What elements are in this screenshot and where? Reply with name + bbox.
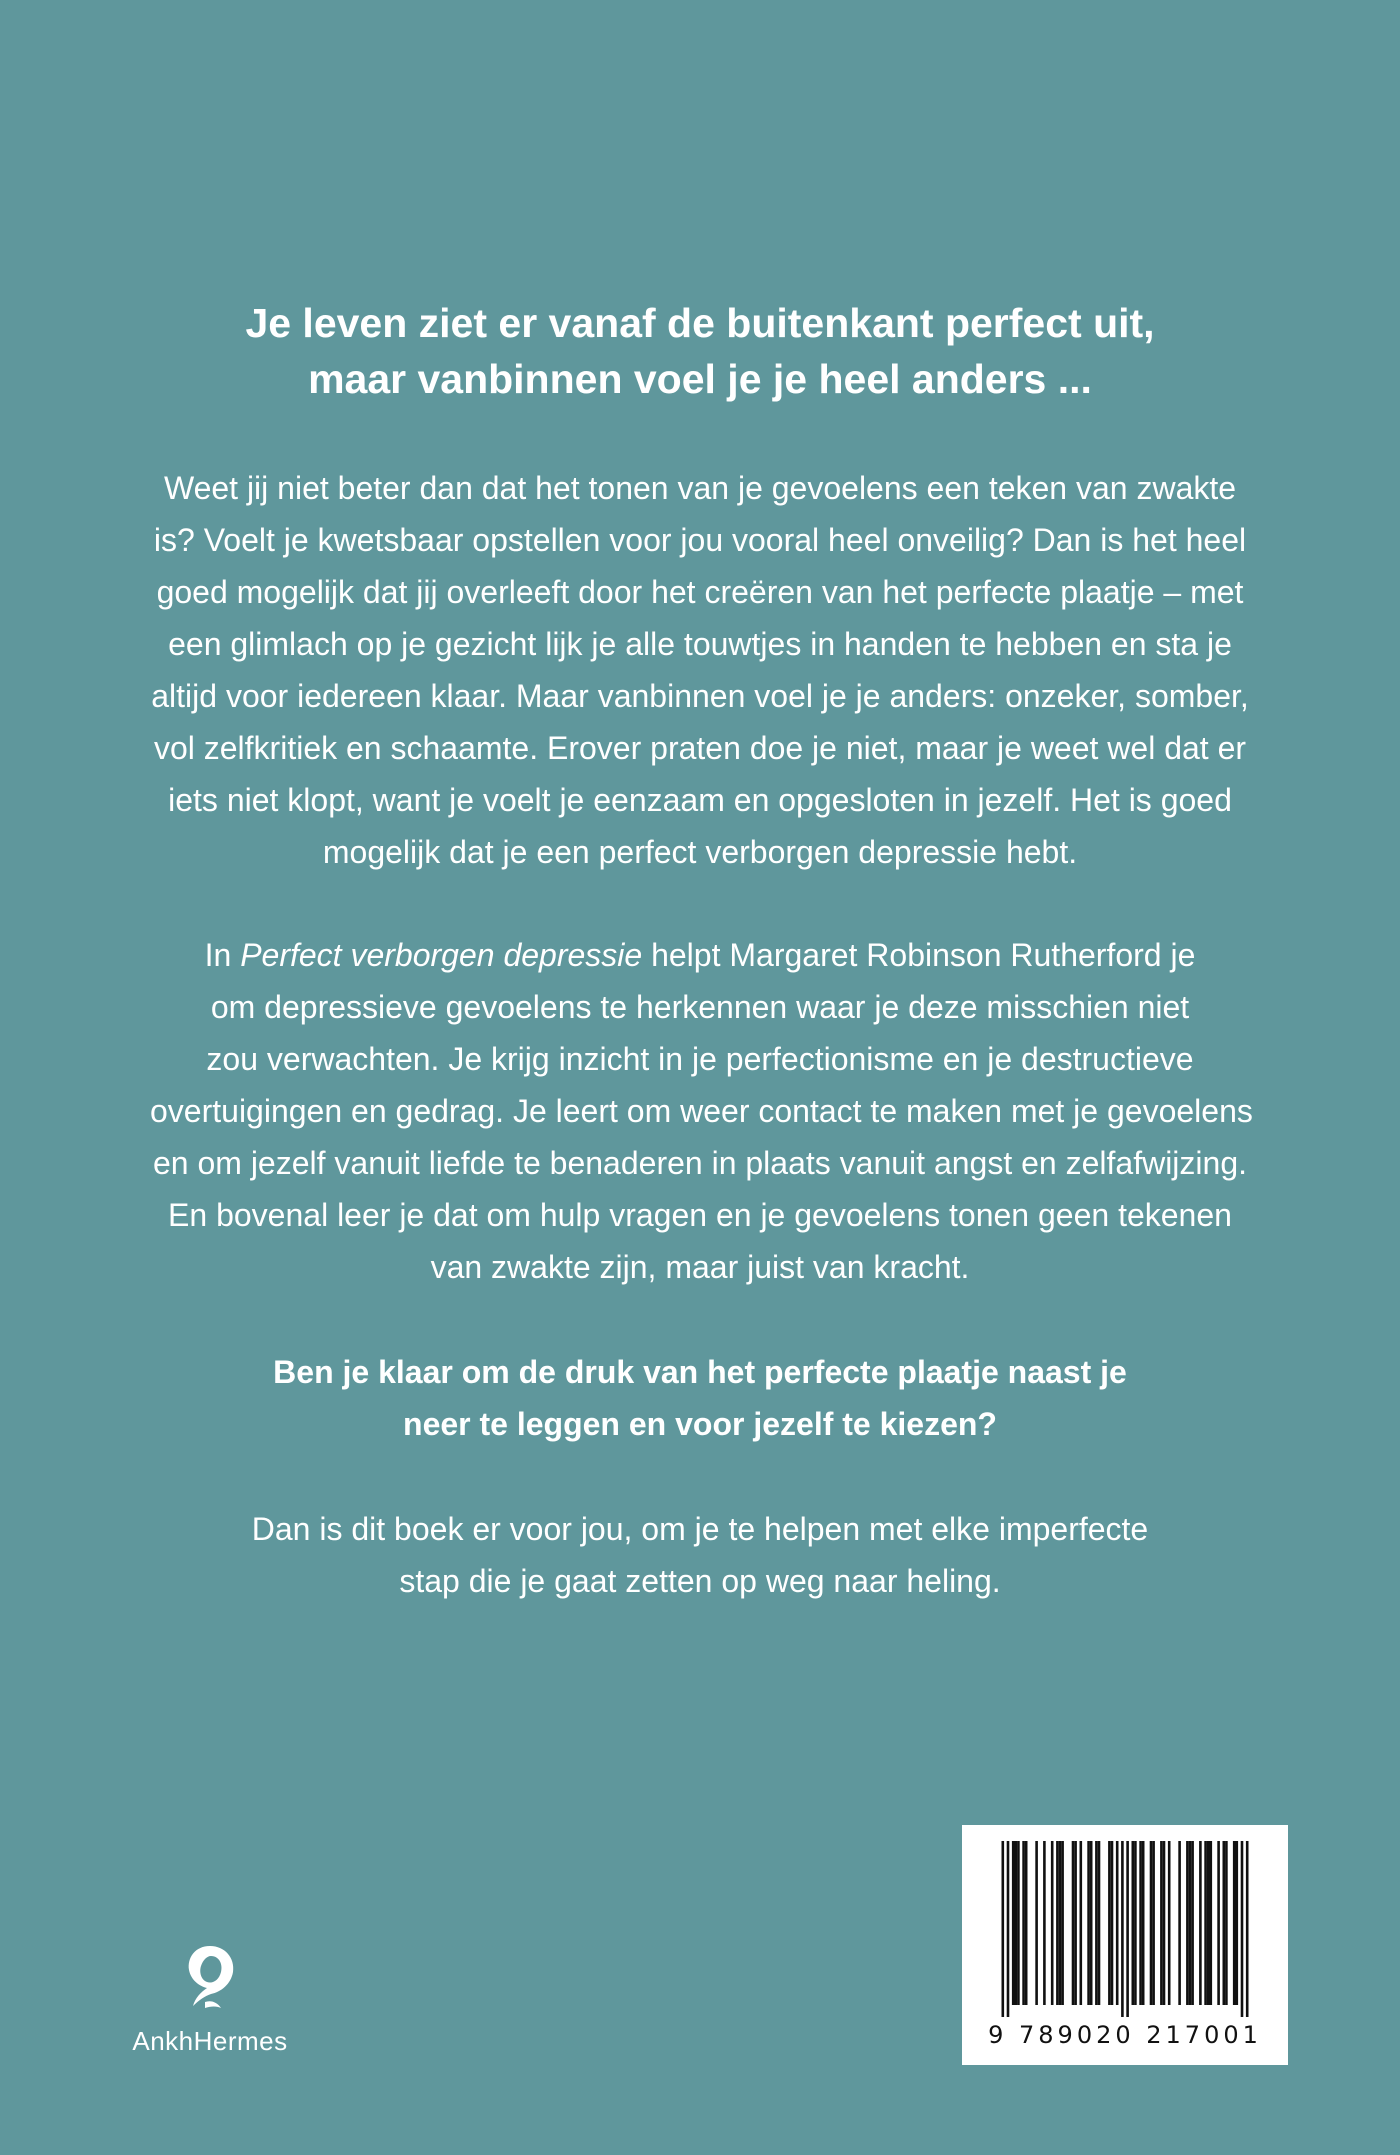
barcode-bar (1134, 1841, 1137, 2005)
question-line-1: Ben je klaar om de druk van het perfecte plaatje naast je (273, 1354, 1127, 1390)
question-callout (150, 1346, 1250, 1450)
book-title: Perfect verborgen depressie (240, 937, 643, 973)
closing-line-2: stap die je gaat zetten op weg naar heling. (399, 1563, 1001, 1599)
barcode-bar (1204, 1841, 1207, 2005)
barcode-bar (1121, 1841, 1124, 2017)
barcode-bar (1098, 1841, 1101, 2005)
closing-paragraph (150, 1503, 1250, 1607)
blurb-line: een glimlach op je gezicht lijk je alle touwtjes in handen te hebben en sta je (168, 626, 1232, 662)
barcode-bar (1074, 1841, 1077, 2005)
barcode-bar (1163, 1841, 1166, 2005)
barcode-bar (1142, 1841, 1145, 2005)
barcode-bar (1007, 1841, 1010, 2017)
blurb-text: helpt Margaret Robinson Rutherford je (642, 937, 1196, 973)
barcode-bar (1108, 1841, 1111, 2005)
blurb-line: van zwakte zijn, maar juist van kracht. (430, 1249, 970, 1285)
barcode-bar (1061, 1841, 1064, 2005)
barcode-bar (1051, 1841, 1054, 2005)
barcode-bar (1152, 1841, 1155, 2005)
barcode-bar (1160, 1841, 1163, 2005)
barcode-bar (1056, 1841, 1059, 2005)
blurb-paragraph-2 (150, 929, 1253, 1293)
barcode-bar (1015, 1841, 1018, 2005)
barcode-bar (1241, 1841, 1244, 2017)
barcode-bar (1090, 1841, 1093, 2005)
blurb-line: en om jezelf vanuit liefde te benaderen in plaats vanuit angst en zelfafwijzing. (152, 1145, 1247, 1181)
barcode-bar (1087, 1841, 1090, 2005)
barcode-bar (1059, 1841, 1062, 2005)
headline (100, 295, 1300, 407)
barcode-bar (1035, 1841, 1038, 2005)
barcode-bar (1225, 1841, 1228, 2005)
blurb-text: In (204, 937, 241, 973)
barcode-bar (1168, 1841, 1171, 2005)
barcode-bar (1186, 1841, 1189, 2005)
barcode-bar (1132, 1841, 1135, 2005)
ankhhermes-logo-icon (165, 1940, 255, 2020)
barcode-bar (1233, 1841, 1236, 2005)
blurb-line: om depressieve gevoelens te herkennen waar je deze misschien niet (210, 989, 1190, 1025)
blurb-line: zou verwachten. Je krijg inzicht in je perfectionisme en je destructieve (206, 1041, 1194, 1077)
barcode-bar (1178, 1841, 1181, 2005)
barcode-bar (1095, 1841, 1098, 2005)
barcode-bar (1246, 1841, 1249, 2017)
blurb-line: goed mogelijk dat jij overleeft door het creëren van het perfecte plaatje – met (156, 574, 1244, 610)
barcode-bar (1022, 1841, 1025, 2005)
blurb-line: mogelijk dat je een perfect verborgen depressie hebt. (322, 834, 1078, 870)
barcode-bar (1139, 1841, 1142, 2005)
blurb-line (150, 929, 1250, 981)
barcode-bar (1012, 1841, 1015, 2005)
closing-line-1: Dan is dit boek er voor jou, om je te helpen met elke imperfecte (251, 1511, 1149, 1547)
blurb-line: altijd voor iedereen klaar. Maar vanbinnen voel je je anders: onzeker, somber, (151, 678, 1249, 714)
blurb-paragraph-1 (150, 462, 1250, 878)
barcode-digits: 9 789020 217001 (988, 2021, 1262, 2049)
barcode-bar (1025, 1841, 1028, 2005)
barcode-bar (1111, 1841, 1114, 2005)
barcode-bar (1217, 1841, 1220, 2005)
barcode-bar (1126, 1841, 1129, 2017)
blurb-line: En bovenal leer je dat om hulp vragen en je gevoelens tonen geen tekenen (168, 1197, 1232, 1233)
headline-line-2: maar vanbinnen voel je je heel anders ... (308, 356, 1092, 402)
blurb-line: is? Voelt je kwetsbaar opstellen voor jou vooral heel onveilig? Dan is het heel (153, 522, 1247, 558)
barcode-bar (1189, 1841, 1192, 2005)
barcode-bar (1210, 1841, 1213, 2005)
barcode-bar (1199, 1841, 1202, 2005)
barcode-bar (1017, 1841, 1020, 2005)
blurb-line: Weet jij niet beter dan dat het tonen van je gevoelens een teken van zwakte (163, 470, 1237, 506)
blurb-line: iets niet klopt, want je voelt je eenzaam en opgesloten in jezelf. Het is goed (168, 782, 1232, 818)
barcode-bar (1116, 1841, 1119, 2005)
question-line-2: neer te leggen en voor jezelf te kiezen? (403, 1406, 997, 1442)
blurb-line: vol zelfkritiek en schaamte. Erover praten doe je niet, maar je weet wel dat er (153, 730, 1247, 766)
publisher-logo (120, 1940, 300, 2056)
barcode-bar (1150, 1841, 1153, 2005)
blurb-line: overtuigingen en gedrag. Je leert om weer contact te maken met je gevoelens (150, 1093, 1253, 1129)
barcode-bar (1080, 1841, 1083, 2005)
barcode-bar (1236, 1841, 1239, 2005)
barcode-bar (1223, 1841, 1226, 2005)
headline-line-1: Je leven ziet er vanaf de buitenkant perfect uit, (245, 300, 1155, 346)
barcode-bar (1072, 1841, 1075, 2005)
isbn-barcode (962, 1825, 1288, 2065)
barcode-bar (1002, 1841, 1005, 2017)
barcode-bar (1043, 1841, 1046, 2005)
publisher-name: AnkhHermes (132, 2026, 288, 2056)
barcode-bar (1207, 1841, 1210, 2005)
barcode-bar (1191, 1841, 1194, 2005)
